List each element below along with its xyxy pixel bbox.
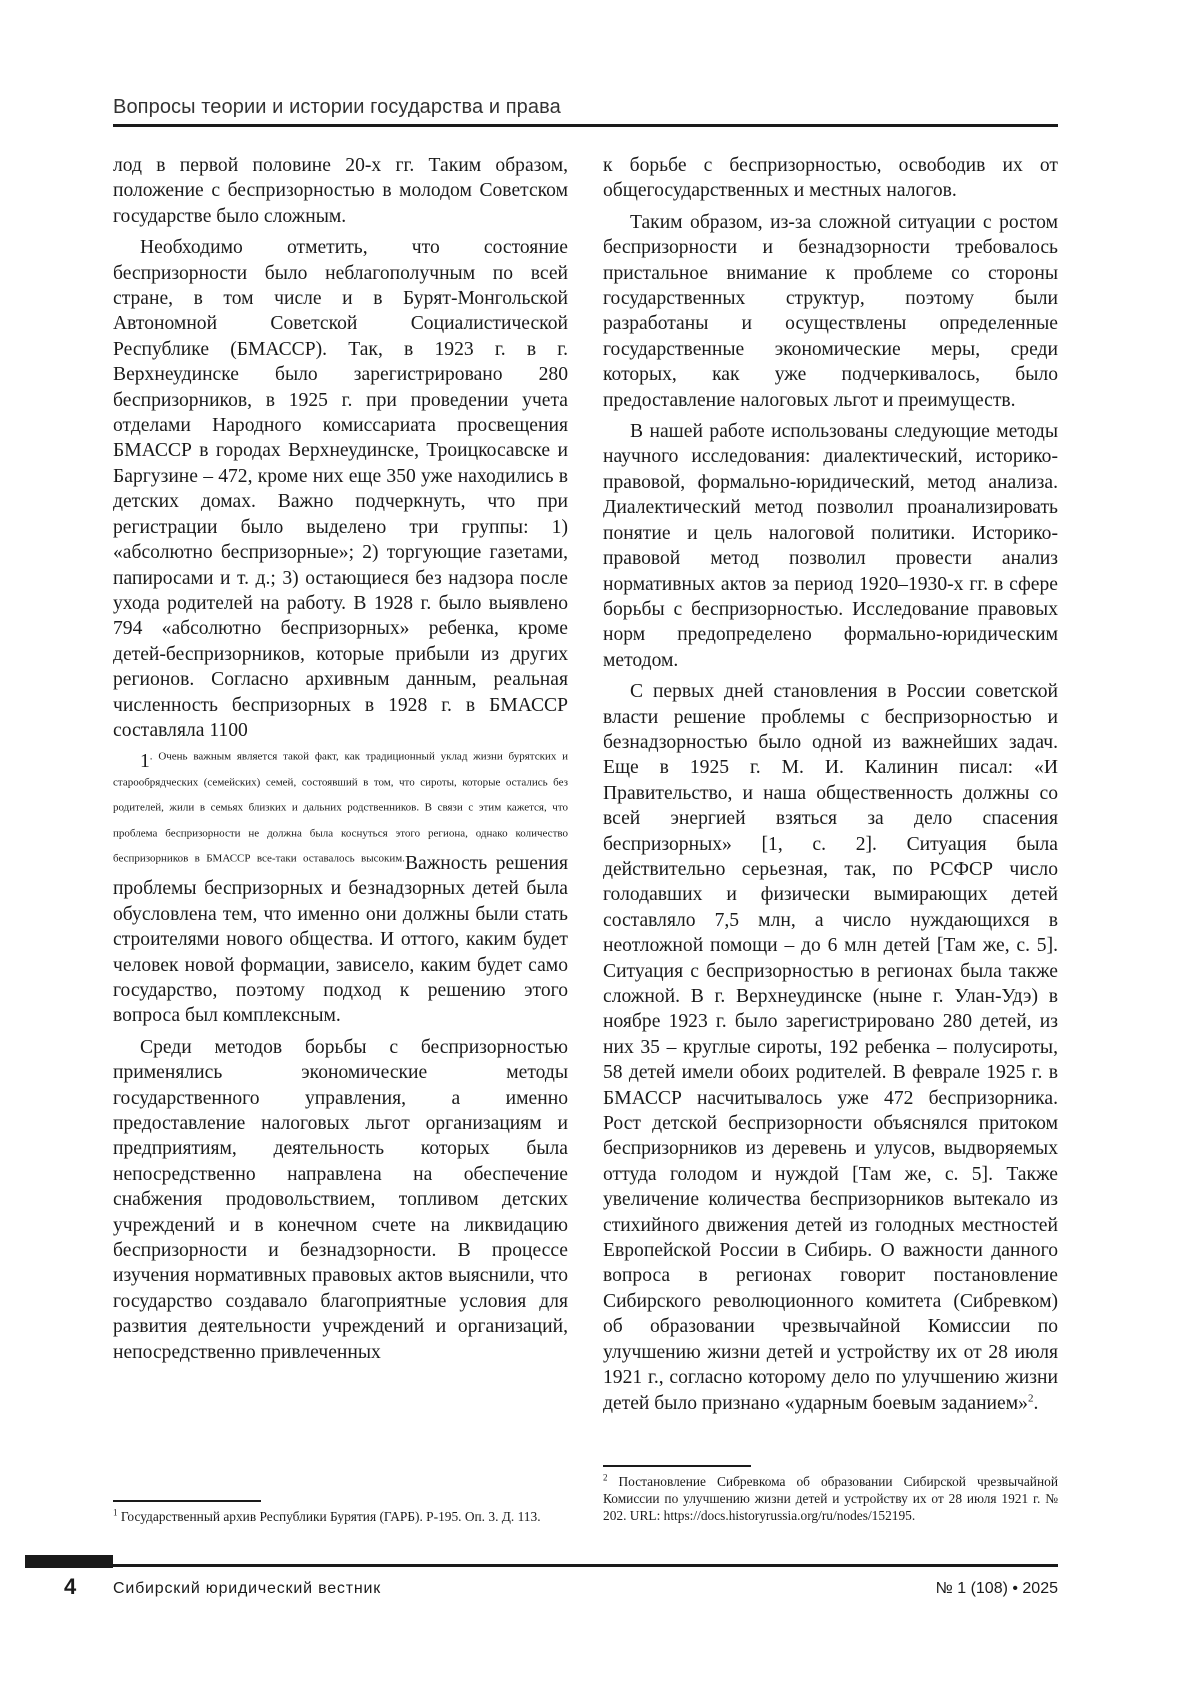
footnote-right — [603, 1473, 1058, 1524]
footnote-marker: 1 — [113, 1507, 118, 1518]
paragraph: Среди методов борьбы с беспризорностью применялись экономические методы государственного управления, а именно предоставление налоговых льгот организациям и предприятиям, деятельность которых была непосредственно направлена на обеспечение снабжения продовольствием, топливом детских учреждений и в конечном счете на ликвидацию беспризорности и безнадзорности. В процессе изучения нормативных правовых актов выяснили, что государство создавало благоприятные условия для развития деятельности учреждений и организаций, непосредственно привлеченных — [113, 1036, 568, 1363]
footnote-text: Постановление Сибревкома об образовании Сибирской чрезвычайной Комиссии по улучшению жизни детей и устройству их от 28 июля 1921 г. № 202. URL: https://docs.historyrussia.org/ru/nodes/152195. — [603, 1474, 1058, 1523]
footnote-ref: . Очень важным является такой факт, как традиционный уклад жизни бурятских и старообрядческих (семейских) семей, состоявший в том, что сироты, которые остались без родителей, жили в семьях близких и дальних родственников. В связи с этим кажется, что проблема беспризорности не должна была коснуться этого региона, однако количество беспризорников в БМАССР все-таки оставалось высоким. — [113, 750, 568, 865]
issue-info: № 1 (108) • 2025 — [935, 1580, 1058, 1597]
paragraph-text: С первых дней становления в России советской власти решение проблемы с беспризорностью и безнадзорностью было одной из важнейших задач. Еще в 1925 г. М. И. Калинин писал: «И Правительство, и наша общественность должны со всей энергией взяться за дело спасения беспризорных» [1, с. 2]. Ситуация была действительно серьезная, так, по РСФСР число голодавших и физически вымирающих детей составляло 7,5 млн, а число нуждающихся в неотложной помощи – до 6 млн детей [Там же, с. 5]. Ситуация с беспризорностью в регионах была также сложной. В г. Верхнеудинске (ныне г. Улан-Удэ) в ноябре 1923 г. было зарегистрировано 280 детей, из них 35 – круглые сироты, 192 ребенка – полусироты, 58 детей имели обоих родителей. В феврале 1925 г. в БМАССР насчитывалось уже 472 беспризорника. Рост детской беспризорности объяснялся притоком беспризорников из деревень и улусов, выдворяемых оттуда голодом и нуждой [Там же, с. 5]. Также увеличение количества беспризорников вытекало из стихийного движения детей из голодных местностей Европейской России в Сибирь. О важности данного вопроса в регионах говорит постановление Сибирского революционного комитета (Сибревком) об образовании чрезвычайной Комиссии по улучшению жизни детей и устройству их от 28 июля 1921 г., согласно которому дело по улучшению жизни детей было признано «ударным боевым заданием» — [603, 681, 1058, 1414]
footnote-rule-right — [603, 1465, 751, 1467]
paragraph-text: . — [1033, 1392, 1039, 1414]
header-rule — [113, 124, 1058, 127]
left-column — [113, 153, 568, 1371]
footnote-marker: 2 — [603, 1472, 608, 1483]
paragraph: лод в первой половине 20-х гг. Таким образом, положение с беспризорностью в молодом Советском государстве было сложным. — [113, 155, 568, 227]
paragraph: Таким образом, из-за сложной ситуации с ростом беспризорности и безнадзорности требовалось пристальное внимание к проблеме со стороны государственных структур, поэтому были разработаны и осуществлены определенные государственные экономические меры, среди которых, как уже подчеркивалось, было предоставление налоговых льгот и преимуществ. — [603, 211, 1058, 411]
paragraph: В нашей работе использованы следующие методы научного исследования: диалектический, историко-правовой, формально-юридический, метод анализа. Диалектический метод позволил проанализировать понятие и цель налоговой политики. Историко-правовой метод позволил провести анализ нормативных актов за период 1920–1930-х гг. в сфере борьбы с беспризорностью. Исследование правовых норм предопределено формально-юридическим методом. — [603, 421, 1058, 671]
footnote-text: Государственный архив Республики Бурятия (ГАРБ). Р-195. Оп. 3. Д. 113. — [117, 1509, 541, 1524]
page-number: 4 — [64, 1574, 77, 1599]
journal-name: Сибирский юридический вестник — [113, 1580, 381, 1597]
paragraph: к борьбе с беспризорностью, освободив их от общегосударственных и местных налогов. — [603, 155, 1058, 202]
footnote-left — [113, 1508, 568, 1525]
paragraph-text: Важность решения проблемы беспризорных и безнадзорных детей была обусловлена тем, что именно они должны были стать строителями нового общества. И оттого, каким будет человек новой формации, зависело, каким будет само государство, поэтому подход к решению этого вопроса был комплексным. — [113, 852, 568, 1027]
paragraph — [603, 679, 1058, 1416]
paragraph — [113, 749, 568, 1028]
paragraph-text: 1 — [140, 751, 150, 773]
right-column — [603, 153, 1058, 1422]
footer-block — [25, 1555, 113, 1568]
footnote-rule-left — [113, 1500, 261, 1502]
paragraph: Необходимо отметить, что состояние беспризорности было неблагополучным по всей стране, в том числе и в Бурят-Монгольской Автономной Советской Социалистической Республике (БМАССР). Так, в 1923 г. в г. Верхнеудинске было зарегистрировано 280 беспризорников, в 1925 г. при проведении учета отделами Народного комиссариата просвещения БМАССР в городах Верхнеудинске, Троицкосавске и Баргузине – 472, кроме них еще 350 уже находились в детских домах. Важно подчеркнуть, что при регистрации было выделено три группы: 1) «абсолютно беспризорные»; 2) торгующие газетами, папиросами и т. д.; 3) остающиеся без надзора после ухода родителей на работу. В 1928 г. было выявлено 794 «абсолютно беспризорных» ребенка, кроме детей-беспризорников, которые прибыли из других регионов. Согласно архивным данным, реальная численность беспризорных в 1928 г. в БМАССР составляла 1100 — [113, 237, 568, 741]
footer-rule — [113, 1564, 1058, 1567]
running-head: Вопросы теории и истории государства и права — [113, 96, 561, 118]
footnote-ref: 2 — [1027, 1391, 1034, 1404]
